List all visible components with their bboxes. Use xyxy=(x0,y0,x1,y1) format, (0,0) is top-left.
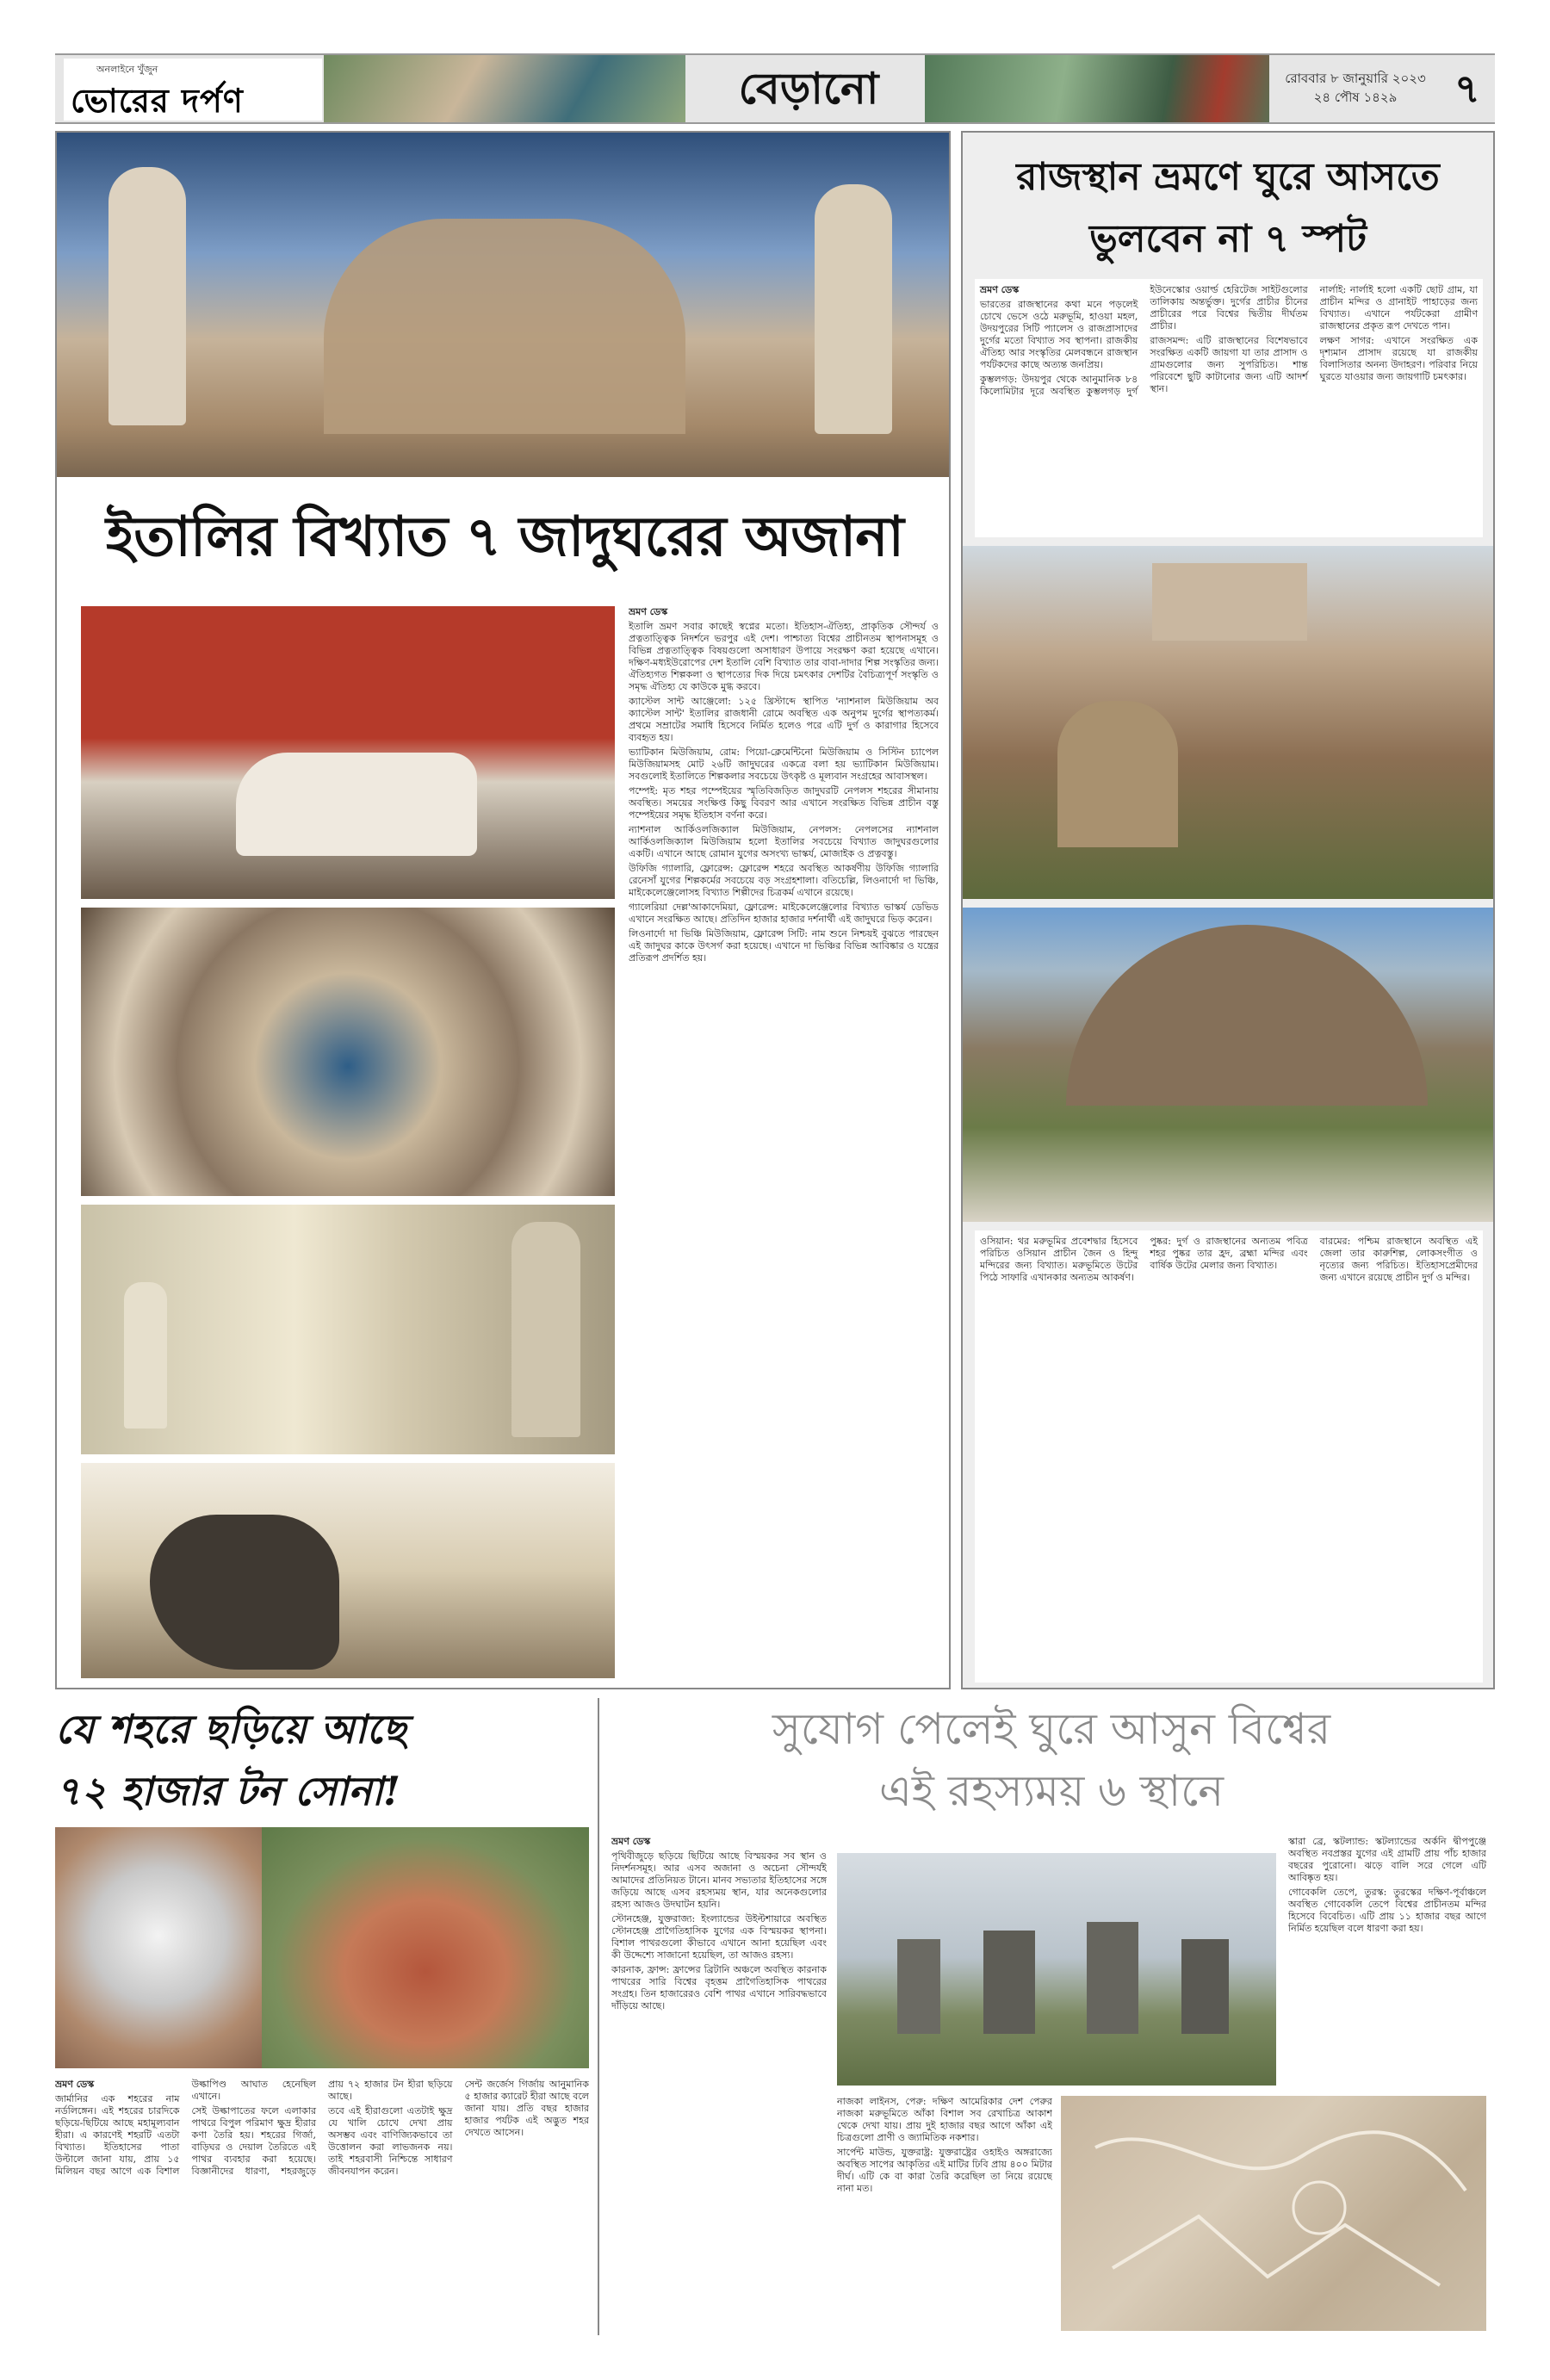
mystery-headline-line2: এই রহস্যময় ৬ স্থানে xyxy=(878,1766,1224,1816)
mystery-body-left xyxy=(611,1836,827,2331)
statue-gallery-2 xyxy=(512,1222,580,1437)
italy-paragraph: ভ্যাটিকান মিউজিয়াম, রোম: পিয়ো-ক্লেমেন্টিনো মিউজিয়াম ও সিস্টিন চ্যাপেল মিউজিয়ামসহ মোট ২৬টি জাদুঘরের একত্রে বলা হয় ভ্যাটিকান মিউজিয়াম। সবগুলোই ইতালিতে শিল্পকলার সবচেয়ে উৎকৃষ্ট ও মূল্যবান সংগ্রহের আবাসস্থল। xyxy=(629,747,939,782)
masthead-name: ভোরের দর্পণ xyxy=(71,81,244,120)
italy-headline: ইতালির বিখ্যাত ৭ জাদুঘরের অজানা xyxy=(105,505,903,569)
rajasthan-paragraph: রাজসমন্দ: এটি রাজস্থানের বিশেষভাবে সংরক্ষিত একটি জায়গা যা তার প্রাসাদ ও গ্রামগুলোর জন্য সুপরিচিত। শান্ত পরিবেশে ছুটি কাটানোর জন্য এটি আদর্শ স্থান। xyxy=(1150,335,1308,394)
italy-paragraph: ইতালি ভ্রমণ সবার কাছেই স্বপ্নের মতো। ইতিহাস-ঐতিহ্য, প্রাকৃতিক সৌন্দর্য ও প্রত্নতাত্ত্বিক নিদর্শনে ভরপুর এই দেশ। পাশ্চাত্য বিশ্বের প্রাচীনতম স্থাপনাসমূহ ও বিভিন্ন প্রত্নতাত্ত্বিক বিষয়গুলো অসাধারণ উপায়ে সংরক্ষণ করা হয়েছে এখানে। দক্ষিণ-মধ্যইউরোপের দেশ ইতালি বেশি বিখ্যাত তার বাবা-দাদার শিল্প সংস্কৃতির জন্য। ঐতিহ্যগত শিল্পকলা ও স্থাপত্যের দিক দিয়ে চমৎকার দেশটির বৈচিত্র্যপূর্ণ সংস্কৃতি ও সমৃদ্ধ ঐতিহ্য যে কাউকে মুগ্ধ করবে। xyxy=(629,621,939,692)
rajasthan-paragraph: বারমের: পশ্চিম রাজস্থানে অবস্থিত এই জেলা তার কারুশিল্প, লোকসংগীত ও নৃত্যের জন্য পরিচিত। ইতিহাসপ্রেমীদের জন্য এখানে রয়েছে প্রাচীন দুর্গ ও মন্দির। xyxy=(1319,1236,1478,1283)
stone-4 xyxy=(1181,1939,1229,2034)
museum-photo-1 xyxy=(81,606,615,899)
header-photo-left xyxy=(324,55,685,122)
gold-paragraph: সেই উল্কাপাতের ফলে এলাকার পাথরে বিপুল পরিমাণ ক্ষুদ্র হীরার কণা তৈরি হয়। শহরের গির্জা, বাড়িঘর ও দেয়াল তৈরিতে এই পাথর ব্যবহার করা হয়েছে। বিজ্ঞানীদের ধারণা, শহরজুড়ে প্রায় ৭২ হাজার টন হীরা ছড়িয়ে আছে। xyxy=(191,2079,453,2177)
castle-shape xyxy=(324,219,685,434)
gold-body xyxy=(55,2079,589,2335)
stone-3 xyxy=(1087,1922,1138,2034)
rajasthan-body xyxy=(975,1230,1483,1683)
hill-shape xyxy=(1066,925,1428,1106)
rajasthan-paragraph: লক্ষণ সাগর: এখানে সংরক্ষিত এক দৃশ্যমান প্রাসাদ রয়েছে যা রাজকীয় বিলাসিতার অনন্য উদাহরণ। পরিবার নিয়ে ঘুরতে যাওয়ার জন্য জায়গাটি চমৎকার। xyxy=(1319,335,1478,382)
gold-paragraph: তবে এই হীরাগুলো এতটাই ক্ষুদ্র যে খালি চোখে দেখা প্রায় অসম্ভব এবং বাণিজ্যিকভাবে তা উত্তোলন করা লাভজনক নয়। তাই শহরবাসী নিশ্চিন্তে সাধারণ জীবনযাপন করেন। xyxy=(328,2105,453,2177)
mystery-paragraph: গোবেকলি তেপে, তুরস্ক: তুরস্কের দক্ষিণ-পূর্বাঞ্চলে অবস্থিত গোবেকলি তেপে বিশ্বের প্রাচীনতম মন্দির হিসেবে বিবেচিত। এটি প্রায় ১১ হাজার বছর আগে নির্মিত হয়েছিল বলে ধারণা করা হয়। xyxy=(1288,1887,1486,1934)
mystery-paragraph: নাজকা লাইনস, পেরু: দক্ষিণ আমেরিকার দেশ পেরুর নাজকা মরুভূমিতে আঁকা বিশাল সব রেখাচিত্র আকাশ থেকে দেখা যায়। প্রায় দুই হাজার বছর আগে আঁকা এই চিত্রগুলো প্রাণী ও জ্যামিতিক নকশার। xyxy=(837,2096,1052,2143)
rajasthan-paragraph: কুম্ভলগড়: উদয়পুর থেকে আনুমানিক ৮৪ কিলোমিটার দূরে অবস্থিত কুম্ভলগড় দুর্গ ইউনেস্কোর ওয়ার্ল্ড হেরিটেজ সাইটগুলোর তালিকায় অন্তর্ভুক্ত। দুর্গের প্রাচীর চীনের প্রাচীরের পরে বিশ্বের দ্বিতীয় দীর্ঘতম প্রাচীর। xyxy=(980,284,1308,397)
rajasthan-byline: ভ্রমণ ডেস্ক xyxy=(980,284,1020,295)
gold-byline: ভ্রমণ ডেস্ক xyxy=(55,2079,95,2090)
mystery-paragraph: স্টোনহেঞ্জ, যুক্তরাজ্য: ইংল্যান্ডের উইল্টশায়ারে অবস্থিত স্টোনহেঞ্জ প্রাগৈতিহাসিক যুগের এক বিস্ময়কর স্থাপনা। বিশাল পাথরগুলো কীভাবে এখানে আনা হয়েছিল এবং কী উদ্দেশ্যে সাজানো হয়েছিল, তা আজও রহস্য। xyxy=(611,1913,827,1961)
gold-paragraph: জার্মানির এক শহরের নাম নর্ডলিঙ্গেন। এই শহরের চারদিকে ছড়িয়ে-ছিটিয়ে আছে মহামূল্যবান হীরা। এ কারণেই শহরটি এতটা বিখ্যাত। ইতিহাসের পাতা উল্টালে জানা যায়, প্রায় ১৫ মিলিয়ন বছর আগে এক বিশাল উল্কাপিণ্ড আঘাত হেনেছিল এখানে। xyxy=(55,2079,316,2177)
mystery-paragraph: পৃথিবীজুড়ে ছড়িয়ে ছিটিয়ে আছে বিস্ময়কর সব স্থান ও নিদর্শনসমূহ। আর এসব অজানা ও অচেনা সৌন্দর্যই আমাদের প্রতিনিয়ত টানে। মানব সভ্যতার ইতিহাসের সঙ্গে জড়িয়ে আছে এসব রহস্যময় স্থান, যার অনেকগুলোর রহস্য আজও উদঘাটন হয়নি। xyxy=(611,1850,827,1910)
castel-sant-angelo-photo xyxy=(57,133,949,477)
diamonds-in-hands-photo xyxy=(55,1827,262,2068)
date-english: রোববার ৮ জানুয়ারি ২০২৩ xyxy=(1285,71,1426,86)
mystery-byline: ভ্রমণ ডেস্ক xyxy=(611,1836,651,1847)
rajasthan-headline-line2: ভুলবেন না ৭ স্পট xyxy=(1088,217,1367,261)
italy-paragraph: পম্পেই: মৃত শহর পম্পেইয়ের স্মৃতিবিজড়িত জাদুঘরটি নেপলস শহরের সীমানায় অবস্থিত। সময়ের সংক্ষিপ্ত কিছু বিবরণ আর এখানে সংরক্ষিত বিভিন্ন প্রাচীন বস্তু পম্পেইয়ের সমৃদ্ধ ইতিহাস বর্ণনা করে। xyxy=(629,785,939,821)
mystery-paragraph: সার্পেন্ট মাউন্ড, যুক্তরাষ্ট্র: যুক্তরাষ্ট্রের ওহাইও অঙ্গরাজ্যে অবস্থিত সাপের আকৃতির এই মাটির ঢিবি প্রায় ৪০০ মিটার দীর্ঘ। এটি কে বা কারা তৈরি করেছিল তা নিয়ে রয়েছে নানা মত। xyxy=(837,2147,1052,2194)
museum-photo-2 xyxy=(81,908,615,1196)
stone-2 xyxy=(983,1931,1035,2034)
rajasthan-headline xyxy=(971,146,1485,270)
italy-body xyxy=(629,606,939,1678)
rajasthan-headline-line1: রাজস্থান ভ্রমণে ঘুরে আসতে xyxy=(1016,155,1440,199)
rajasthan-hill-photo xyxy=(963,908,1493,1222)
museum-photo-4 xyxy=(81,1463,615,1678)
gold-headline-line1: যে শহরে ছড়িয়ে আছে xyxy=(55,1706,406,1752)
rajasthan-paragraph: নাৰ্লাই: নাৰ্লাই হলো একটি ছোট গ্রাম, যা প্রাচীন মন্দির ও গ্রানাইট পাহাড়ের জন্য বিখ্যাত। এখানে পর্যটকেরা গ্রামীণ রাজস্থানের প্রকৃত রূপ দেখতে পান। xyxy=(1319,284,1478,332)
italy-paragraph: লিওনার্দো দা ভিঞ্চি মিউজিয়াম, ফ্লোরেন্স সিটি: নাম শুনে নিশ্চয়ই বুঝতে পারছেন এই জাদুঘর কাকে উৎসর্গ করা হয়েছে। এখানে দা ভিঞ্চির বিভিন্ন আবিষ্কার ও যন্ত্রের প্রতিরূপ প্রদর্শিত হয়। xyxy=(629,928,939,964)
italy-paragraph: উফিজি গ্যালারি, ফ্লোরেন্স: ফ্লোরেন্স শহরে অবস্থিত আকর্ষণীয় উফিজি গ্যালারি রেনেসাঁ যুগের শিল্পকর্মের সবচেয়ে বড় সংগ্রহশালা। বতিচেল্লি, লিওনার্দো দা ভিঞ্চি, মাইকেলেঞ্জেলোসহ বিখ্যাত শিল্পীদের চিত্রকর্ম এখানে রয়েছে। xyxy=(629,863,939,898)
rajasthan-paragraph: ওসিয়ান: থর মরুভূমির প্রবেশদ্বার হিসেবে পরিচিত ওসিয়ান প্রাচীন জৈন ও হিন্দু মন্দিরের জন্য বিখ্যাত। মরুভূমিতে উটের পিঠে সাফারি এখানকার অন্যতম আকর্ষণ। xyxy=(980,1236,1138,1283)
nazca-lines-photo xyxy=(1061,2096,1486,2331)
mystery-body-right xyxy=(1288,1836,1486,2086)
fort-shape xyxy=(1152,563,1307,641)
italy-paragraph: গ্যালেরিয়া দেল্ল'আকাদেমিয়া, ফ্লোরেন্স: মাইকেলেঞ্জেলোর বিখ্যাত ভাস্কর্য ডেভিড এখানে সংরক্ষিত আছে। প্রতিদিন হাজার হাজার দর্শনার্থী এই জাদুঘরে ভিড় করেন। xyxy=(629,902,939,925)
statue-gallery-1 xyxy=(124,1282,167,1429)
gold-headline xyxy=(55,1698,589,1822)
italy-byline: ভ্রমণ ডেস্ক xyxy=(629,606,668,617)
rajasthan-intro-text xyxy=(975,279,1483,537)
mystery-paragraph: স্কারা ব্রে, স্কটল্যান্ড: স্কটল্যান্ডের অর্কনি দ্বীপপুঞ্জে অবস্থিত নবপ্রস্তর যুগের এই গ্রামটি প্রায় পাঁচ হাজার বছরের পুরোনো। ঝড়ে বালি সরে গেলে এটি আবিষ্কৃত হয়। xyxy=(1288,1836,1486,1883)
header-photo-right xyxy=(925,55,1269,122)
gold-paragraph: সেন্ট জর্জেস গির্জায় আনুমানিক ৫ হাজার ক্যারেট হীরা আছে বলে জানা যায়। প্রতি বছর হাজার হাজার পর্যটক এই অদ্ভুত শহর দেখতে আসেন। xyxy=(464,2079,589,2138)
section-title: বেড়ানো xyxy=(738,63,879,114)
mystery-body-bottom xyxy=(837,2096,1052,2331)
rajasthan-article xyxy=(961,131,1495,1689)
mystery-headline-line1: সুযোগ পেলেই ঘুরে আসুন বিশ্বের xyxy=(772,1704,1331,1754)
statue-right xyxy=(815,184,892,434)
gold-article xyxy=(55,1698,589,2335)
mystery-paragraph: কারনাক, ফ্রান্স: ফ্রান্সের ব্রিটানি অঞ্চলে অবস্থিত কারনাক পাথরের সারি বিশ্বের বৃহত্তম প্রাগৈতিহাসিক পাথরের সংগ্রহ। তিন হাজারেরও বেশি পাথর এখানে সারিবদ্ধভাবে দাঁড়িয়ে আছে। xyxy=(611,1964,827,2011)
italy-paragraph: ক্যাস্টেল সান্ট আঞ্জেলো: ১২৫ খ্রিস্টাব্দে স্থাপিত 'ন্যাশনাল মিউজিয়াম অব ক্যাস্টেল সান্ট' ইতালির রাজধানী রোমে অবস্থিত এক অনুপম দুর্গের স্থাপত্যকর্ম। প্রথমে সম্রাটের সমাধি হিসেবে নির্মিত হলেও পরে এটি দুর্গ ও কারাগার হিসেবে ব্যবহৃত হয়। xyxy=(629,696,939,743)
italy-paragraph: ন্যাশনাল আর্কিওলজিক্যাল মিউজিয়াম, নেপলস: নেপলসের ন্যাশনাল আর্কিওলজিক্যাল মিউজিয়াম হলো ইতালির সবচেয়ে বিখ্যাত জাদুঘরগুলোর একটি। এখানে আছে রোমান যুগের অসংখ্য ভাস্কর্য, মোজাইক ও প্রত্নবস্তু। xyxy=(629,824,939,859)
mystery-article xyxy=(598,1698,1495,2335)
sculpture-reclining xyxy=(236,753,477,856)
kumbhalgarh-fort-photo xyxy=(963,546,1493,899)
bronze-head xyxy=(150,1515,339,1670)
statue-left xyxy=(108,167,186,425)
masthead xyxy=(64,59,322,121)
stonehenge-photo xyxy=(837,1853,1276,2086)
temple-shape xyxy=(1057,701,1178,847)
italy-article xyxy=(55,131,951,1689)
nordlingen-aerial-photo xyxy=(262,1827,589,2068)
page-number: ৭ xyxy=(1454,65,1480,112)
rajasthan-paragraph: পুষ্কর: দুর্গ ও রাজস্থানের অন্যতম পবিত্র শহর পুষ্কর তার হ্রদ, ব্রহ্মা মন্দির এবং বার্ষিক উটের মেলার জন্য বিখ্যাত। xyxy=(1150,1236,1308,1271)
nazca-figure-icon xyxy=(1061,2096,1486,2331)
page-header xyxy=(55,53,1495,124)
masthead-tagline: অনলাইনে খুঁজুন xyxy=(96,64,158,75)
museum-photo-3 xyxy=(81,1205,615,1454)
rajasthan-paragraph: ভারতের রাজস্থানের কথা মনে পড়লেই চোখে ভেসে ওঠে মরুভূমি, হাওয়া মহল, উদয়পুরের সিটি প্যালেস ও রাজপ্রাসাদের দুর্গের মতো বিখ্যাত সব স্থাপনা। রাজকীয় ঐতিহ্য আর সংস্কৃতির মেলবন্ধনে রাজস্থান পর্যটকদের কাছে অত্যন্ত জনপ্রিয়। xyxy=(980,299,1138,370)
gold-headline-line2: ৭২ হাজার টন সোনা! xyxy=(55,1768,401,1814)
date-block xyxy=(1278,69,1433,107)
date-bangla: ২৪ পৌষ ১৪২৯ xyxy=(1313,90,1398,105)
mystery-headline xyxy=(617,1698,1486,1822)
stone-1 xyxy=(897,1939,940,2034)
